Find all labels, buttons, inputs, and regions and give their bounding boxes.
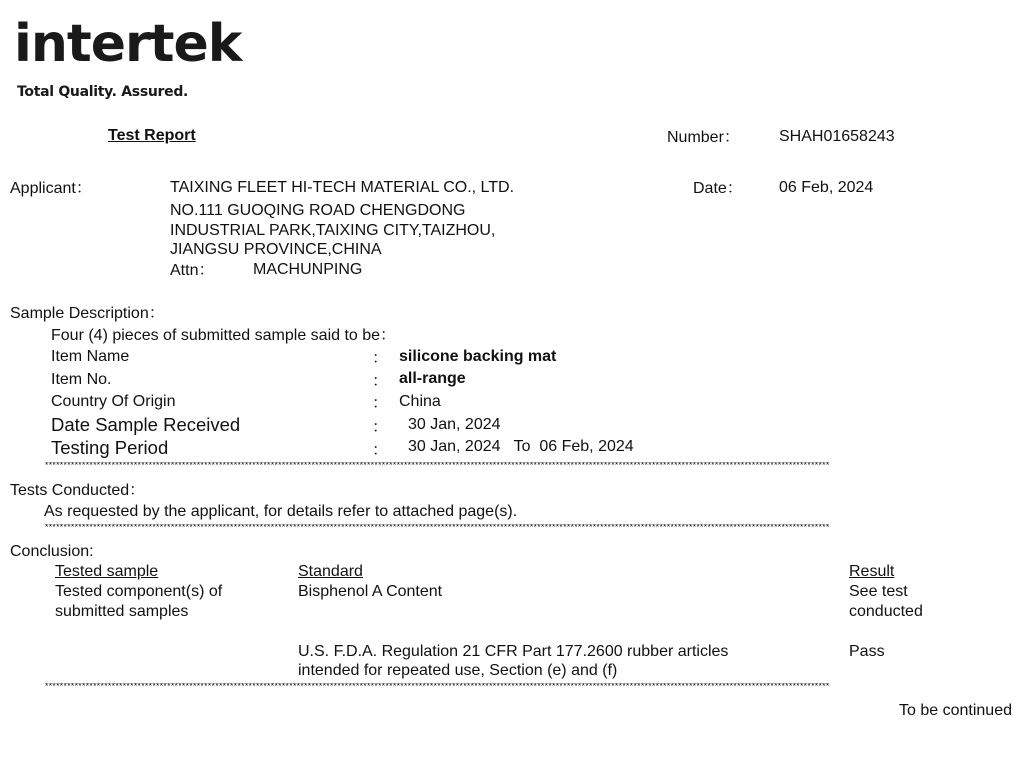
date-received-label: Date Sample Received [51,414,241,435]
report-number: SHAH01658243 [779,128,895,145]
result-bpa-line-1: See test [849,583,908,600]
tests-conducted-text: As requested by the applicant, for details refer to attached page(s). [44,503,518,520]
item-name-colon: ： [372,350,389,367]
applicant-line-2: NO.111 GUOQING ROAD CHENGDONG [170,202,466,219]
separator-line: ******************************************************************************************************************************************************************************************************************** [44,524,829,532]
report-title: Test Report [108,127,196,144]
item-no-colon: ： [372,373,389,390]
attn-label: Attn： [170,262,215,279]
date-received-value: 30 Jan, 2024 [408,416,501,433]
attn-value: MACHUNPING [253,261,363,278]
item-no-label: Item No. [51,371,112,388]
standard-fda-line-2: intended for repeated use, Section (e) and (f) [298,662,618,679]
logo-wordmark: intertek [14,14,242,74]
result-fda: Pass [849,643,885,660]
applicant-line-4: JIANGSU PROVINCE,CHINA [170,241,382,258]
standard-bpa: Bisphenol A Content [298,583,443,600]
tested-sample-line-2: submitted samples [55,603,189,620]
applicant-line-3: INDUSTRIAL PARK,TAIXING CITY,TAIZHOU, [170,222,496,239]
header-standard: Standard [298,563,363,580]
date-received-colon: ： [372,419,389,436]
standard-fda-line-1: U.S. F.D.A. Regulation 21 CFR Part 177.2600 rubber articles [298,643,729,660]
testing-period-colon: ： [372,442,389,459]
sample-intro: Four (4) pieces of submitted sample said to be： [51,327,397,344]
logo-tagline: Total Quality. Assured. [17,84,189,100]
number-label: Number： [667,129,740,146]
date-label: Date： [693,180,743,197]
country-value: China [399,393,441,410]
country-colon: ： [372,395,389,412]
to-be-continued: To be continued [899,702,1012,719]
applicant-line-1: TAIXING FLEET HI-TECH MATERIAL CO., LTD. [170,179,515,196]
item-no-value: all-range [399,370,466,387]
tested-sample-line-1: Tested component(s) of [55,583,223,600]
country-label: Country Of Origin [51,393,176,410]
conclusion-label: Conclusion: [10,543,94,560]
report-date: 06 Feb, 2024 [779,179,874,196]
applicant-label: Applicant： [10,180,92,197]
result-bpa-line-2: conducted [849,603,923,620]
sample-description-label: Sample Description： [10,305,165,322]
separator-line: ******************************************************************************************************************************************************************************************************************** [44,462,829,470]
header-tested-sample: Tested sample [55,563,159,580]
header-result: Result [849,563,895,580]
separator-line: ******************************************************************************************************************************************************************************************************************** [44,683,829,691]
tests-conducted-label: Tests Conducted： [10,482,146,499]
testing-period-value: 30 Jan, 2024 To 06 Feb, 2024 [408,438,634,455]
testing-period-label: Testing Period [51,437,169,458]
item-name-value: silicone backing mat [399,348,557,365]
item-name-label: Item Name [51,348,130,365]
